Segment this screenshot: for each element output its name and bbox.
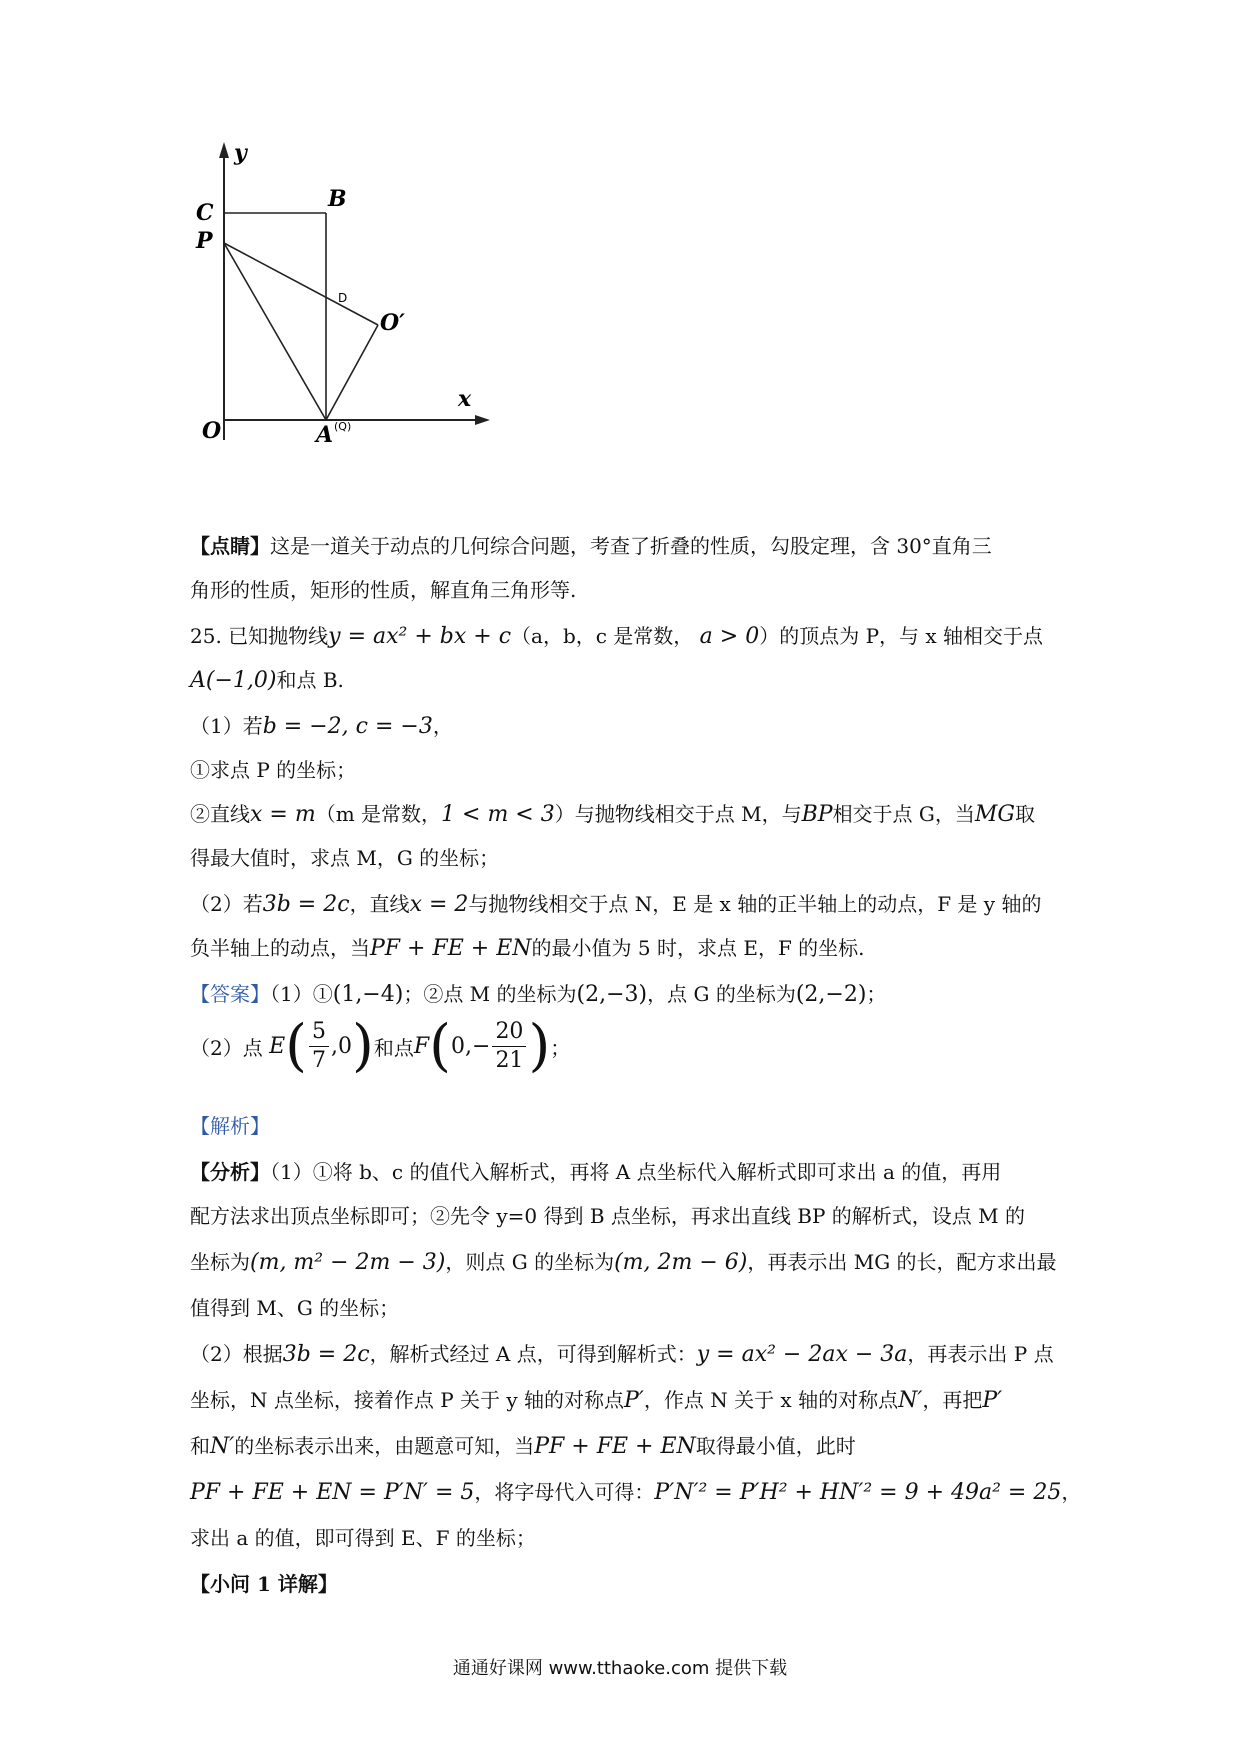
paren-close-f: ) bbox=[528, 1013, 551, 1079]
analysis-line-2 bbox=[190, 1200, 1070, 1229]
answer-line-1 bbox=[190, 978, 1070, 1007]
part2-c: 与抛物线相交于点 N，E 是 x 轴的正半轴上的动点，F 是 y 轴的 bbox=[468, 892, 1042, 916]
answer-f-label: F bbox=[413, 1034, 430, 1059]
analysis-l8-eq: PF + FE + EN = P′N′ = 5 bbox=[190, 1480, 475, 1505]
part2-d: 负半轴上的动点，当 bbox=[190, 936, 370, 960]
analysis-l5-c: ，再表示出 P 点 bbox=[907, 1342, 1054, 1366]
analysis-n-prime: N′ bbox=[898, 1388, 923, 1413]
analysis-line-5 bbox=[190, 1338, 1070, 1367]
comment-text-2: 角形的性质，矩形的性质，解直角三角形等. bbox=[190, 578, 577, 602]
part2-a: （2）若 bbox=[190, 892, 263, 916]
analysis-l9: 求出 a 的值，即可得到 E、F 的坐标； bbox=[190, 1526, 536, 1550]
analysis-line-6 bbox=[190, 1384, 1070, 1413]
analysis-line-4 bbox=[190, 1292, 1070, 1321]
analysis-tag: 【解析】 bbox=[190, 1114, 270, 1138]
analysis-m-coord: (m, m² − 2m − 3) bbox=[250, 1250, 446, 1275]
segment-ao-prime bbox=[326, 325, 378, 420]
part2-cond: 3b = 2c bbox=[262, 892, 350, 917]
problem-intro-c: ）的顶点为 P，与 x 轴相交于点 bbox=[759, 624, 1044, 648]
q2-d: 相交于点 G，当 bbox=[832, 802, 975, 826]
label-q: (Q) bbox=[334, 420, 352, 433]
q2-bp: BP bbox=[801, 802, 833, 827]
problem-intro-b: （a，b，c 是常数， bbox=[511, 624, 694, 648]
x-axis-arrow bbox=[475, 415, 490, 425]
label-o-prime: O′ bbox=[380, 310, 405, 336]
analysis-l1: （1）①将 b、c 的值代入解析式，再将 A 点坐标代入解析式即可求出 a 的值，再用 bbox=[270, 1160, 1002, 1184]
answer-tag: 【答案】 bbox=[190, 982, 270, 1006]
analysis-l8-eq2: P′N′² = P′H² + HN′² = 9 + 49a² = 25 bbox=[654, 1480, 1062, 1505]
answer-a2-end: ； bbox=[550, 1036, 571, 1060]
analysis-line-3 bbox=[190, 1246, 1070, 1275]
answer-e-den: 7 bbox=[312, 1048, 327, 1073]
q1-line bbox=[190, 754, 1070, 783]
problem-intro-d: 和点 B. bbox=[276, 668, 344, 692]
y-axis-arrow bbox=[219, 142, 229, 158]
analysis-line-1 bbox=[190, 1156, 1070, 1185]
comment-tag: 【点睛】 bbox=[190, 534, 270, 558]
analysis-l6-b: ，作点 N 关于 x 轴的对称点 bbox=[643, 1388, 899, 1412]
answer-e-num: 5 bbox=[309, 1018, 329, 1047]
analysis-p-prime: P′ bbox=[624, 1388, 644, 1413]
analysis-l5-cond: 3b = 2c bbox=[282, 1342, 370, 1367]
label-o: O bbox=[202, 418, 222, 444]
problem-line-1 bbox=[190, 620, 1070, 649]
answer-e-tail: ,0 bbox=[331, 1034, 353, 1059]
label-y: y bbox=[234, 140, 247, 166]
geometry-figure bbox=[196, 140, 560, 510]
part1-cond: b = −2, c = −3 bbox=[262, 714, 433, 739]
part2-line-2 bbox=[190, 932, 1070, 961]
answer-f-num: 20 bbox=[492, 1018, 526, 1047]
part2-b: ，直线 bbox=[349, 892, 410, 916]
part1-line bbox=[190, 710, 1070, 739]
analysis-tag-line bbox=[190, 1110, 1070, 1139]
q2-e: 取 bbox=[1015, 802, 1036, 826]
analysis-n-prime-2: N′ bbox=[210, 1434, 235, 1459]
part2-e: 的最小值为 5 时，求点 E，F 的坐标. bbox=[531, 936, 865, 960]
answer-e-fraction bbox=[309, 1018, 329, 1075]
analysis-l5-b: ，解析式经过 A 点，可得到解析式： bbox=[369, 1342, 697, 1366]
q2-a: ②直线 bbox=[190, 802, 250, 826]
part2-line-1 bbox=[190, 888, 1070, 917]
subquestion-heading bbox=[190, 1568, 1070, 1597]
analysis-line-7 bbox=[190, 1430, 1070, 1459]
answer-p: (1,−4) bbox=[332, 982, 404, 1007]
answer-g: (2,−2) bbox=[795, 982, 867, 1007]
comment-line-2 bbox=[190, 574, 1070, 603]
paren-close-e: ) bbox=[352, 1013, 374, 1079]
answer-line-2 bbox=[190, 1013, 1070, 1098]
analysis-l5-eq: y = ax² − 2ax − 3a bbox=[696, 1342, 908, 1367]
subquestion-tag: 【小问 1 详解】 bbox=[190, 1572, 338, 1596]
analysis-l7-c: 取得最小值，此时 bbox=[695, 1434, 856, 1458]
answer-a1-b: ；②点 M 的坐标为 bbox=[403, 982, 577, 1006]
answer-a2-a: （2）点 bbox=[190, 1036, 263, 1060]
analysis-l6-a: 坐标，N 点坐标，接着作点 P 关于 y 轴的对称点 bbox=[190, 1388, 625, 1412]
label-b: B bbox=[328, 186, 347, 212]
analysis-l8-a: ，将字母代入可得： bbox=[474, 1480, 655, 1504]
analysis-l7-a: 和 bbox=[190, 1434, 210, 1458]
answer-e-label: E bbox=[269, 1034, 286, 1059]
answer-a1-d: ； bbox=[866, 982, 887, 1006]
answer-f-head: 0,− bbox=[451, 1034, 491, 1059]
analysis-l3-b: ，则点 G 的坐标为 bbox=[445, 1250, 615, 1274]
answer-a1-a: （1）① bbox=[270, 982, 333, 1006]
problem-line-2 bbox=[190, 664, 1070, 693]
comment-line-1 bbox=[190, 530, 1070, 559]
answer-a1-c: ，点 G 的坐标为 bbox=[647, 982, 796, 1006]
analysis-l8-b: ， bbox=[1061, 1480, 1082, 1504]
problem-number: 25. bbox=[190, 624, 222, 648]
comment-text-1: 这是一道关于动点的几何综合问题，考查了折叠的性质，勾股定理，含 30°直角三 bbox=[270, 534, 992, 558]
analysis-l7-b: 的坐标表示出来，由题意可知，当 bbox=[234, 1434, 535, 1458]
analysis-l4: 值得到 M、G 的坐标； bbox=[190, 1296, 400, 1320]
answer-a2-mid: 和点 bbox=[373, 1036, 414, 1060]
problem-point-a: A(−1,0) bbox=[190, 668, 277, 693]
analysis-l6-c: ，再把 bbox=[922, 1388, 983, 1412]
analysis-fx-tag: 【分析】 bbox=[190, 1160, 270, 1184]
q2-c: ）与抛物线相交于点 M，与 bbox=[554, 802, 802, 826]
label-x: x bbox=[458, 386, 472, 412]
analysis-l3-c: ，再表示出 MG 的长，配方求出最 bbox=[747, 1250, 1057, 1274]
paren-open-e: ( bbox=[285, 1013, 308, 1079]
analysis-line-8 bbox=[190, 1476, 1082, 1505]
problem-cond: a > 0 bbox=[699, 624, 760, 649]
analysis-l2: 配方法求出顶点坐标即可；②先令 y=0 得到 B 点坐标，再求出直线 BP 的解析式，设点 M 的 bbox=[190, 1204, 1025, 1228]
q1-text: ①求点 P 的坐标； bbox=[190, 758, 357, 782]
analysis-l5-a: （2）根据 bbox=[190, 1342, 283, 1366]
label-d: D bbox=[338, 291, 348, 305]
q2-line-2 bbox=[190, 842, 1070, 871]
part2-expr: PF + FE + EN bbox=[370, 936, 532, 961]
analysis-p-prime-2: P′ bbox=[982, 1388, 1003, 1413]
q2-line2: 得最大值时，求点 M，G 的坐标； bbox=[190, 846, 500, 870]
q2-line-eq: x = m bbox=[250, 802, 316, 827]
analysis-l7-expr: PF + FE + EN bbox=[534, 1434, 696, 1459]
q2-b: （m 是常数， bbox=[315, 802, 442, 826]
label-p: P bbox=[196, 228, 213, 254]
paren-open-f: ( bbox=[429, 1013, 451, 1079]
answer-m: (2,−3) bbox=[576, 982, 648, 1007]
problem-equation: y = ax² + bx + c bbox=[328, 624, 512, 649]
analysis-l3-a: 坐标为 bbox=[190, 1250, 250, 1274]
label-a: A bbox=[316, 422, 334, 448]
q2-line-1 bbox=[190, 798, 1070, 827]
analysis-g-coord: (m, 2m − 6) bbox=[614, 1250, 748, 1275]
analysis-line-9 bbox=[190, 1522, 1070, 1551]
q2-range: 1 < m < 3 bbox=[441, 802, 555, 827]
problem-intro-a: 已知抛物线 bbox=[228, 624, 329, 648]
part2-line-eq: x = 2 bbox=[409, 892, 469, 917]
page-footer: 通通好课网 www.tthaoke.com 提供下载 bbox=[452, 1658, 788, 1679]
answer-f-den: 21 bbox=[495, 1048, 524, 1073]
part1-tail: ， bbox=[432, 714, 453, 738]
answer-f-fraction bbox=[492, 1018, 526, 1075]
part1-head: （1）若 bbox=[190, 714, 263, 738]
q2-mg: MG bbox=[974, 802, 1016, 827]
label-c: C bbox=[196, 200, 214, 226]
coordinate-diagram bbox=[196, 140, 560, 510]
